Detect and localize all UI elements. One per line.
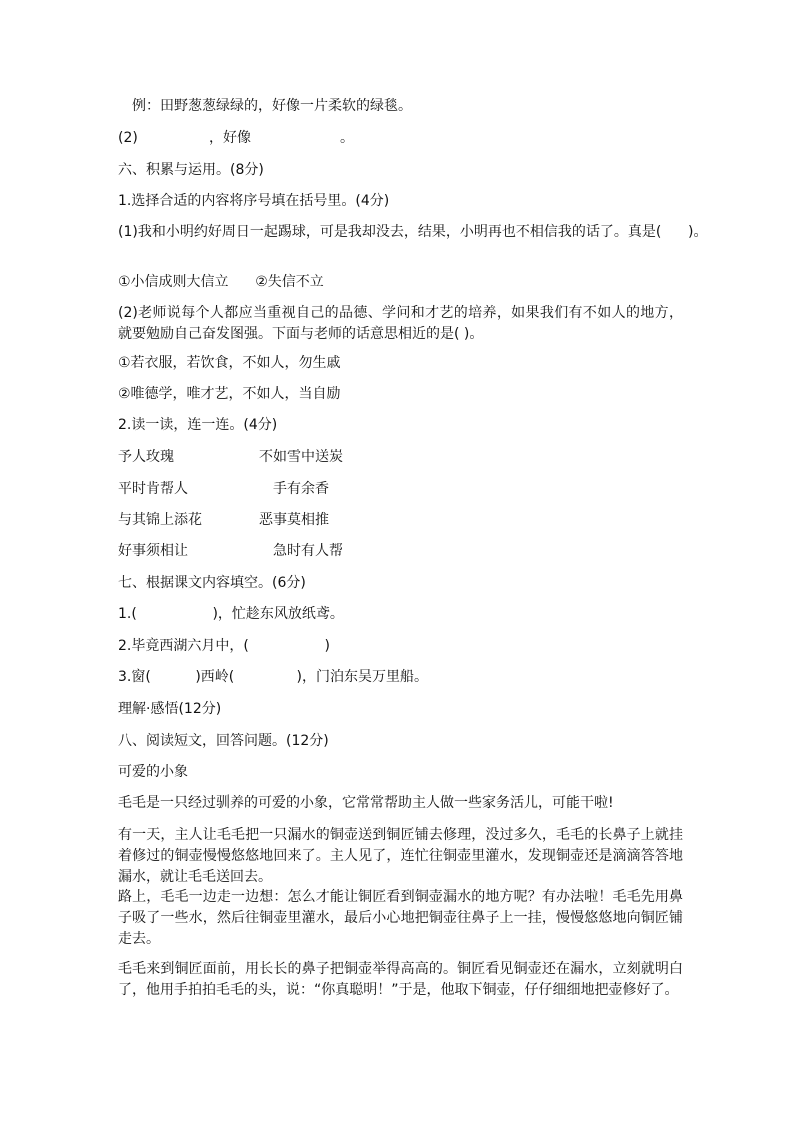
- passage-title: 可爱的小象: [118, 764, 188, 780]
- question-7-3: 3.窗( )西岭( )，门泊东吴万里船。: [118, 669, 429, 685]
- part-title: 理解·感悟(12分): [118, 701, 222, 717]
- question-6-1-2: (2)老师说每个人都应当重视自己的品德、学问和才艺的培养，如果我们有不如人的地方，就要勉励自己奋发图强。下面与老师的话意思相近的是( )。: [118, 305, 683, 342]
- question-6-1-1-options: ①小信成则大信立 ②失信不立: [118, 274, 324, 290]
- question-6-2: 2.读一读，连一连。(4分): [118, 417, 278, 433]
- question-6-1: 1.选择合适的内容将序号填在括号里。(4分): [118, 193, 390, 209]
- match-left-item: 予人玫瑰: [118, 449, 174, 465]
- passage-paragraph: 毛毛是一只经过驯养的可爱的小象，它常常帮助主人做一些家务活儿，可能干啦!: [118, 795, 614, 811]
- passage-paragraph: 有一天，主人让毛毛把一只漏水的铜壶送到铜匠铺去修理，没过多久，毛毛的长鼻子上就挂着修过的铜壶慢慢悠悠地回来了。主人见了，连忙往铜壶里灌水，发现铜壶还是滴滴答答地漏水，就让毛毛送回去。: [118, 827, 683, 885]
- match-left-item: 与其锦上添花: [118, 512, 202, 528]
- example-sentence: 例：田野葱葱绿绿的，好像一片柔软的绿毯。: [132, 98, 412, 114]
- question-7-2: 2.毕竟西湖六月中，( ): [118, 638, 330, 654]
- passage-paragraph: 毛毛来到铜匠面前，用长长的鼻子把铜壶举得高高的。铜匠看见铜壶还在漏水，立刻就明白了，他用手拍拍毛毛的头，说：“你真聪明！”于是，他取下铜壶，仔仔细细地把壶修好了。: [118, 961, 683, 998]
- match-left-item: 平时肯帮人: [118, 481, 188, 497]
- match-right-item: 不如雪中送炭: [259, 449, 343, 465]
- passage-paragraph: 路上，毛毛一边走一边想：怎么才能让铜匠看到铜壶漏水的地方呢？有办法啦！毛毛先用鼻子吸了一些水，然后往铜壶里灌水，最后小心地把铜壶往鼻子上一挂，慢慢悠悠地向铜匠铺走去。: [118, 889, 683, 947]
- section-6-title: 六、积累与运用。(8分): [118, 162, 264, 178]
- question-6-1-1: (1)我和小明约好周日一起踢球，可是我却没去，结果，小明再也不相信我的话了。真是( )。: [118, 224, 708, 240]
- match-right-item: 手有余香: [273, 481, 329, 497]
- question-6-1-2-option-2: ②唯德学，唯才艺，不如人，当自励: [118, 386, 341, 402]
- match-left-item: 好事须相让: [118, 543, 188, 559]
- match-right-item: 急时有人帮: [273, 543, 343, 559]
- section-8-title: 八、阅读短文，回答问题。(12分): [118, 733, 329, 749]
- question-6-1-2-option-1: ①若衣服，若饮食，不如人，勿生戚: [118, 355, 341, 371]
- question-7-1: 1.( )，忙趁东风放纸鸢。: [118, 606, 344, 622]
- match-right-item: 恶事莫相推: [259, 512, 329, 528]
- question-5-2-blank: (2) ，好像 。: [118, 130, 355, 146]
- section-7-title: 七、根据课文内容填空。(6分): [118, 575, 306, 591]
